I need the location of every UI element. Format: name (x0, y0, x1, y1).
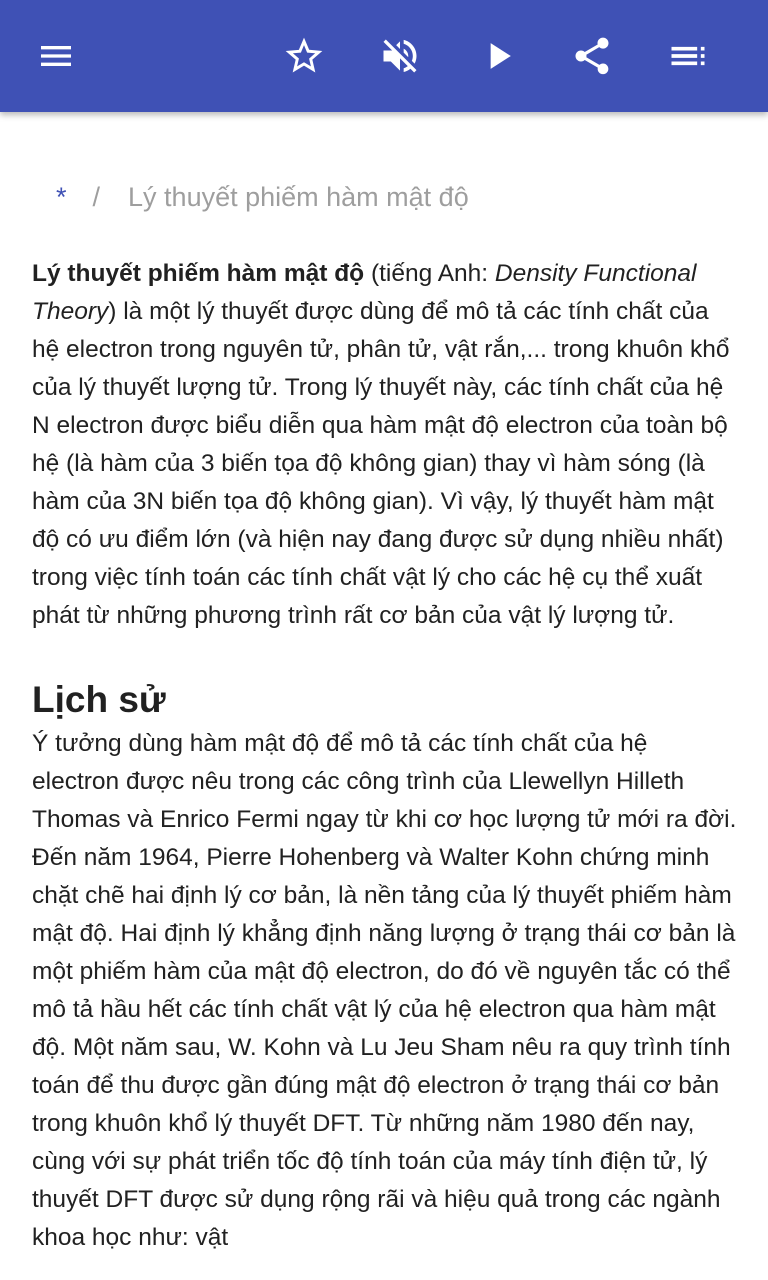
intro-lang-prefix: (tiếng Anh: (364, 260, 495, 287)
star-outline-icon (282, 34, 326, 78)
breadcrumb (56, 182, 469, 213)
history-paragraph: Ý tưởng dùng hàm mật độ để mô tả các tính chất của hệ electron được nêu trong các công trình của Llewellyn Hilleth Thomas và Enrico Fermi ngay từ khi cơ học lượng tử mới ra đời. Đến năm 1964, Pierre Hohenberg và Walter Kohn chứng minh chặt chẽ hai định lý cơ bản, là nền tảng của lý thuyết phiếm hàm mật độ. Hai định lý khẳng định năng lượng ở trạng thái cơ bản là một phiếm hàm của mật độ electron, do đó về nguyên tắc có thể mô tả hầu hết các tính chất vật lý của hệ electron qua hàm mật độ. Một năm sau, W. Kohn và Lu Jeu Sham nêu ra quy trình tính toán để thu được gần đúng mật độ electron ở trạng thái cơ bản trong khuôn khổ lý thuyết DFT. Từ những năm 1980 đến nay, cùng với sự phát triển tốc độ tính toán của máy tính điện tử, lý thuyết DFT được sử dụng rộng rãi và hiệu quả trong các ngành khoa học như: vật (32, 730, 737, 1251)
play-button[interactable] (468, 26, 528, 86)
share-button[interactable] (562, 26, 622, 86)
app-toolbar (0, 0, 768, 112)
article-view[interactable] (0, 112, 768, 1280)
favorite-button[interactable] (274, 26, 334, 86)
breadcrumb-current: Lý thuyết phiếm hàm mật độ (128, 182, 469, 212)
playlist-icon (666, 34, 710, 78)
article-body (32, 255, 740, 1257)
share-icon (570, 34, 614, 78)
english-term: Density Functional Theory (32, 260, 697, 325)
menu-icon (36, 36, 76, 76)
play-icon (476, 34, 520, 78)
section-heading-history: Lịch sử (32, 679, 166, 720)
contents-button[interactable] (658, 26, 718, 86)
breadcrumb-separator: / (92, 182, 101, 212)
breadcrumb-home-link[interactable]: * (56, 182, 67, 212)
intro-paragraph (32, 255, 740, 635)
mute-button[interactable] (370, 26, 430, 86)
intro-text: ) là một lý thuyết được dùng để mô tả các tính chất của hệ electron trong nguyên tử, phân tử, vật rắn,... trong khuôn khổ của lý thuyết lượng tử. Trong lý thuyết này, các tính chất của hệ N electron được biểu diễn qua hàm mật độ electron của toàn bộ hệ (là hàm của 3 biến tọa độ không gian) thay vì hàm sóng (là hàm của 3N biến tọa độ không gian). Vì vậy, lý thuyết hàm mật độ có ưu điểm lớn (và hiện nay đang được sử dụng nhiều nhất) trong việc tính toán các tính chất vật lý cho các hệ cụ thể xuất phát từ những phương trình rất cơ bản của vật lý lượng tử. (32, 298, 730, 629)
article-title-term: Lý thuyết phiếm hàm mật độ (32, 260, 365, 287)
menu-button[interactable] (26, 26, 86, 86)
volume-off-icon (378, 34, 422, 78)
